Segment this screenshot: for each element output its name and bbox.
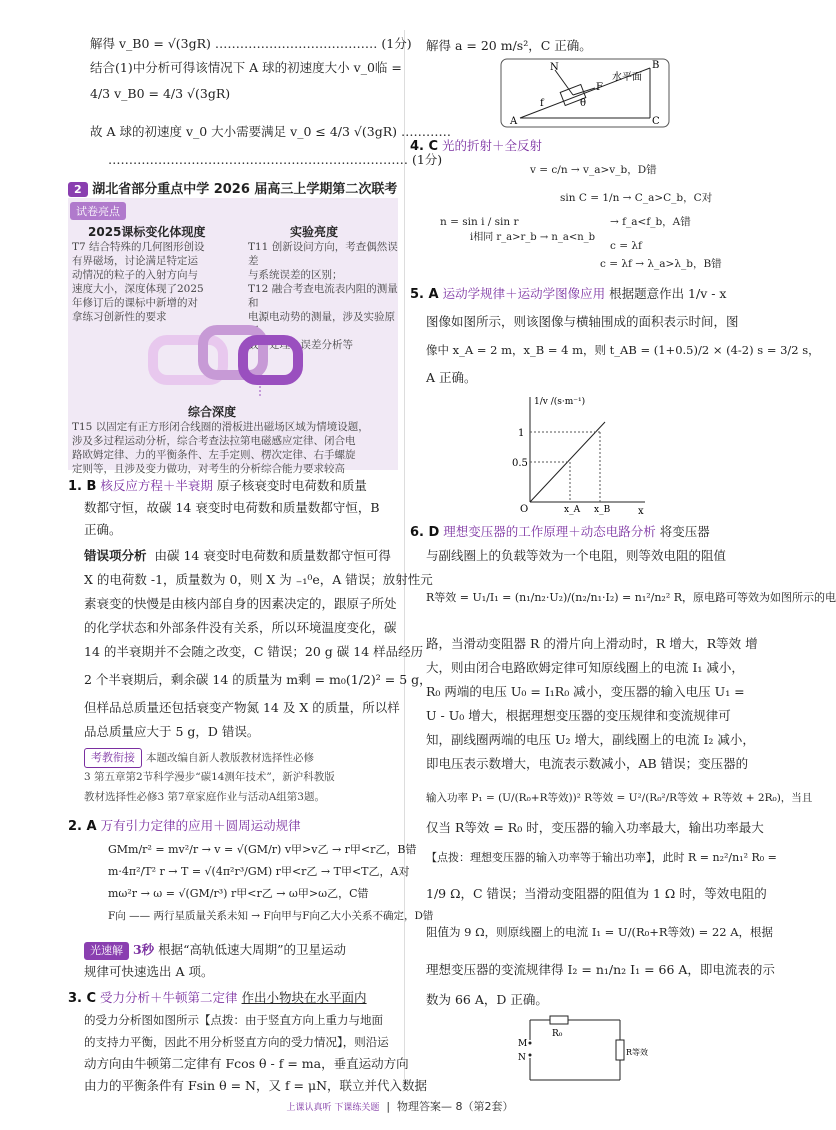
q4-flow-f: → f_a<f_b，A错 [610, 216, 691, 228]
text-line: 解得 a = 20 m/s²，C 正确。 [426, 38, 592, 53]
section-header [68, 178, 397, 197]
text-line: 由力的平衡条件有 Fsin θ = N，又 f = μN，联立并代入数据 [84, 1078, 428, 1093]
svg-text:C: C [652, 116, 660, 127]
text-line: 4/3 v_B0 = 4/3 √(3gR) [90, 86, 231, 101]
svg-text:B: B [652, 60, 660, 71]
text-line: A 正确。 [426, 370, 477, 385]
svg-text:M: M [518, 1039, 528, 1049]
q4-flow-mid: i相同 r_a>r_b → n_a<n_b [470, 232, 596, 243]
text-line: 路，当滑动变阻器 R 的滑片向上滑动时，R 增大，R等效 增 [426, 636, 758, 651]
highlight-badge-wrap [70, 200, 126, 220]
text-line: R等效 = U₁/I₁ = (n₁/n₂·U₂)/(n₂/n₁·I₂) = n₁²/n₂² R，原电路可等效为如图所示的电 [426, 591, 836, 604]
q2-formula: GMm/r² = mv²/r → v = √(GM/r) v甲>v乙 → r甲<r乙，B错 [108, 843, 417, 856]
q4-flow-c: c = λf [610, 240, 642, 252]
svg-text:O: O [520, 504, 529, 515]
svg-text:x: x [638, 506, 644, 517]
text-line: 3 第五章第2节科学漫步“碳14测年技术”，新沪科教版 [84, 771, 335, 783]
q4-header: 4. C 光的折射＋全反射 [410, 138, 543, 154]
q5-header: 5. A 运动学规律＋运动学图像应用 根据题意作出 1/v - x [410, 286, 727, 302]
footer-logo: 上课认真听 下课练关题 [286, 1103, 380, 1113]
text-line: 教材选择性必修3 第7章家庭作业与活动A组第3题。 [84, 791, 325, 803]
text-line: 品总质量应大于 5 g，D 错误。 [84, 724, 260, 739]
q2-formula: mω²r → ω = √(GM/r³) r甲<r乙 → ω甲>ω乙，C错 [108, 887, 369, 900]
q2-formula: F向 —— 两行星质量关系未知 → F向甲与F向乙大小关系不确定，D错 [108, 910, 434, 922]
q1-header: 1. B 核反应方程＋半衰期 原子核衰变时电荷数和质量 [68, 478, 367, 494]
q5-graph [510, 392, 650, 517]
highlight-2-title: 实验亮度 [290, 225, 339, 239]
highlight-3-text: T15 以固定有正方形闭合线圈的滑板进出磁场区域为情境设题， 涉及多过程运动分析，综合考查法拉第电磁感应定律、闭合电 路欧姆定律、力的平衡条件、左手定则、楞次定律、右手螺旋 定则等，且涉及变力做功，对考生的分析综合能力要求较高 [72, 421, 369, 475]
svg-text:x_B: x_B [594, 505, 611, 515]
highlight-1-text: T7 结合特殊的几何图形创设 有界磁场，讨论满足特定运 动情况的粒子的入射方向与 速度大小，深度体现了2025 年修订后的课标中新增的对 拿练习创新性的要求 [72, 241, 205, 323]
text-line: 14 的半衰期并不会随之改变，C 错误；20 g 碳 14 样品经历 [84, 644, 424, 659]
text-line: 的化学状态和外部条件没有关系，所以环境温度变化，碳 [84, 620, 397, 635]
q3-force-diagram [500, 58, 670, 128]
highlight-1-title: 2025课标变化体现度 [88, 225, 206, 239]
text-line: 但样品总质量还包括衰变产物氮 14 及 X 的质量，所以样 [84, 700, 400, 715]
text-line: 数都守恒，故碳 14 衰变时电荷数和质量数都守恒，B [84, 500, 380, 515]
text-line: 结合(1)中分析可得该情况下 A 球的初速度大小 v_0临 = [90, 60, 402, 75]
text-line: 仅当 R等效 = R₀ 时，变压器的输入功率最大，输出功率最大 [426, 820, 764, 835]
text-line: 素衰变的快慢是由核内部自身的因素决定的，跟原子所处 [84, 596, 397, 611]
text-line: 阻值为 9 Ω，则原线圈上的电流 I₁ = U/(R₀+R等效) = 22 A，根据 [426, 925, 774, 939]
svg-text:N: N [518, 1053, 526, 1063]
text-line: ……………………………………………………………… (1分) [108, 152, 443, 167]
text-line: 数为 66 A，D 正确。 [426, 992, 548, 1007]
q3-header: 3. C 受力分析＋牛顿第二定律 作出小物块在水平面内 [68, 990, 367, 1006]
svg-text:F: F [596, 82, 603, 93]
section-title: 湖北省部分重点中学 2026 届高三上学期第二次联考 [92, 182, 398, 197]
text-line: 动方向由牛顿第二定律有 Fcos θ - f = ma，垂直运动方向 [84, 1056, 409, 1071]
svg-text:0.5: 0.5 [512, 458, 528, 469]
svg-text:R等效: R等效 [626, 1048, 649, 1057]
text-line: R₀ 两端的电压 U₀ = I₁R₀ 减小，变压器的输入电压 U₁ = [426, 684, 745, 699]
q6-header: 6. D 理想变压器的工作原理＋动态电路分析 将变压器 [410, 524, 710, 540]
text-line: 的支持力平衡，因此不用分析竖直方向的受力情况】，则沿运 [84, 1035, 389, 1049]
text-line: 【点拨：理想变压器的输入功率等于输出功率】，此时 R = n₂²/n₁² R₀ = [426, 851, 777, 864]
svg-text:1/v /(s·m⁻¹): 1/v /(s·m⁻¹) [534, 397, 586, 407]
svg-text:θ: θ [580, 98, 587, 109]
svg-text:水平面: 水平面 [612, 72, 642, 83]
page-footer: 上课认真听 下课练关题 | 物理答案— 8（第2套） [286, 1100, 514, 1113]
q4-flow-sinC: sin C = 1/n → C_a>C_b，C对 [560, 192, 713, 204]
text-line: 知，副线圈两端的电压 U₂ 增大，副线圈上的电流 I₂ 减小， [426, 732, 755, 747]
svg-text:A: A [510, 116, 518, 127]
text-line: X 的电荷数 -1，质量数为 0，则 X 为 ₋₁⁰e，A 错误；放射性元 [84, 572, 433, 587]
highlight-badge: 试卷亮点 [70, 202, 126, 220]
q4-flow-n: n = sin i / sin r [440, 216, 519, 228]
q1-exam-link: 考教衔接 本题改编自新人教版教材选择性必修 [84, 748, 314, 768]
svg-text:1: 1 [518, 428, 525, 439]
text-line: 即电压表示数增大，电流表示数减小，AB 错误；变压器的 [426, 756, 749, 771]
text-line: 输入功率 P₁ = (U/(R₀+R等效))² R等效 = U²/(R₀²/R等效 + R等效 + 2R₀)，当且 [426, 792, 813, 804]
text-line: 大，则由闭合电路欧姆定律可知原线圈上的电流 I₁ 减小， [426, 660, 744, 675]
chain-link-graphic [148, 320, 308, 400]
svg-text:x_A: x_A [564, 505, 581, 515]
q6-circuit [500, 1010, 649, 1086]
text-line: 故 A 球的初速度 v_0 大小需要满足 v_0 ≤ 4/3 √(3gR) ………… [90, 124, 451, 139]
column-separator [404, 30, 405, 1090]
footer-text: 物理答案— 8（第2套） [397, 1100, 514, 1113]
q2-fast-solve: 光速解 3秒 根据“高轨低速大周期”的卫星运动 [84, 942, 346, 960]
text-line: 图像如图所示，则该图像与横轴围成的面积表示时间，图 [426, 314, 739, 329]
text-line: U - U₀ 增大，根据理想变压器的变压规律和变流规律可 [426, 708, 731, 723]
q2-header: 2. A 万有引力定律的应用＋圆周运动规律 [68, 818, 301, 834]
text-line: 规律可快速选出 A 项。 [84, 964, 214, 979]
text-line: 解得 v_B0 = √(3gR) ………………………………… (1分) [90, 36, 412, 51]
q2-formula: m·4π²/T² r → T = √(4π²r³/GM) r甲<r乙 → T甲<T乙，A对 [108, 865, 410, 878]
text-line: 理想变压器的变流规律得 I₂ = n₁/n₂ I₁ = 66 A，即电流表的示 [426, 962, 775, 977]
text-line: 像中 x_A = 2 m，x_B = 4 m，则 t_AB = (1+0.5)/2 × (4-2) s = 3/2 s， [426, 343, 820, 357]
text-line: 2 个半衰期后，剩余碳 14 的质量为 m剩 = m₀(1/2)² = 5 g， [84, 672, 432, 687]
section-number: 2 [68, 182, 88, 197]
text-line: 正确。 [84, 522, 122, 537]
text-line: 与副线圈上的负载等效为一个电阻，则等效电阻的阻值 [426, 548, 727, 563]
text-line: 的受力分析图如图所示【点拨：由于竖直方向上重力与地面 [84, 1013, 383, 1027]
q4-flow-v: v = c/n → v_a>v_b，D错 [530, 164, 657, 176]
svg-text:N: N [550, 62, 559, 73]
text-line: 1/9 Ω，C 错误；当滑动变阻器的阻值为 1 Ω 时，等效电阻的 [426, 886, 767, 901]
q1-error-first: 错误项分析 由碳 14 衰变时电荷数和质量数都守恒可得 [84, 548, 391, 563]
q4-flow-lambda: c = λf → λ_a>λ_b，B错 [600, 258, 722, 270]
svg-text:R₀: R₀ [552, 1029, 563, 1039]
svg-text:f: f [540, 98, 544, 109]
highlight-2-text: T11 创新设问方向，考查偶然误差 与系统误差的区别； T12 融合考查电流表内阻的测量和 电源电动势的测量，涉及实验原理、 数据处理、误差分析等 [248, 241, 398, 351]
highlight-3-title: 综合深度 [188, 405, 237, 419]
